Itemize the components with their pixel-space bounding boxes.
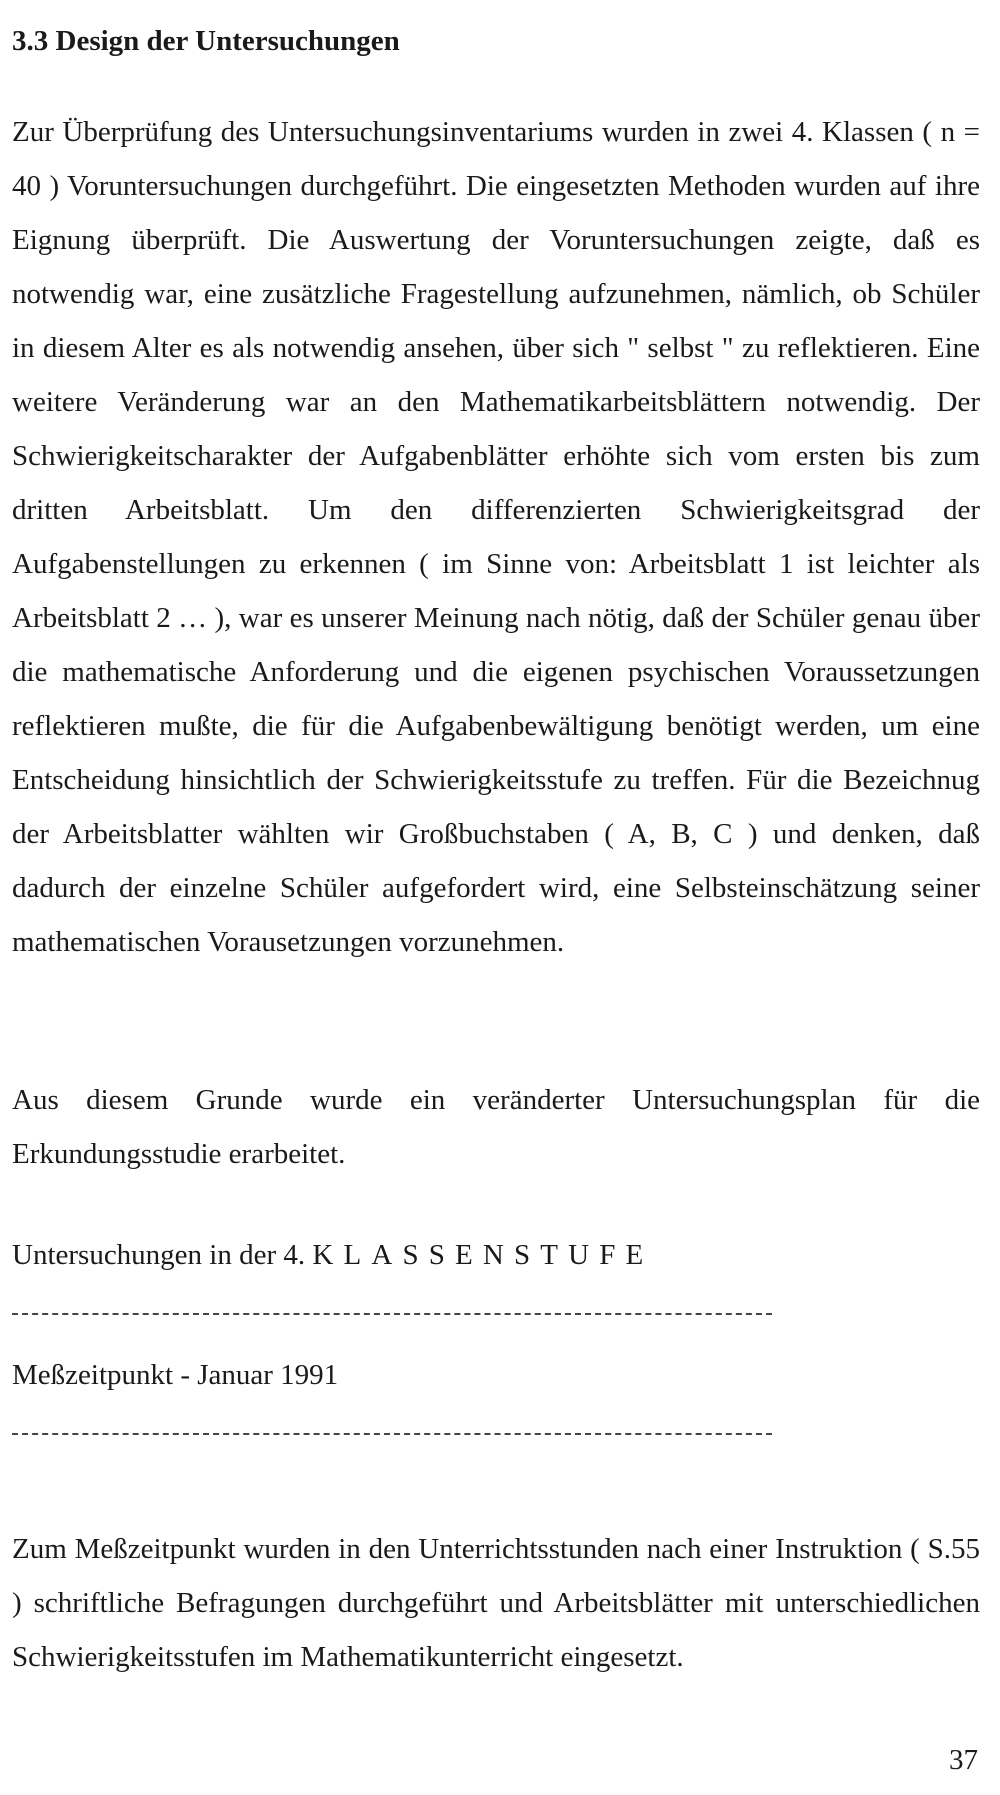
examination-prefix: Untersuchungen in der 4. [12, 1239, 306, 1271]
measurement-paragraph: Zum Meßzeitpunkt wurden in den Unterrichtsstunden nach einer Instruktion ( S.55 ) schriftliche Befragungen durchgeführt und Arbeitsblätter mit unterschiedlichen Schwierigkeitsstufen im Mathematikunterricht eingesetzt. [12, 1533, 980, 1673]
dashed-divider-bottom [12, 1433, 772, 1435]
examination-title [12, 1235, 653, 1275]
dashed-divider-top [12, 1313, 772, 1315]
examination-level: KLASSENSTUFE [312, 1239, 654, 1271]
reason-paragraph: Aus diesem Grunde wurde ein veränderter Untersuchungsplan für die Erkundungsstudie erarbeitet. [12, 1084, 980, 1170]
measurement-time-point: Meßzeitpunkt - Januar 1991 [12, 1359, 339, 1391]
page-number: 37 [949, 1744, 978, 1776]
section-heading: 3.3 Design der Untersuchungen [12, 25, 400, 58]
intro-paragraph: Zur Überprüfung des Untersuchungsinventariums wurden in zwei 4. Klassen ( n = 40 ) Voruntersuchungen durchgeführt. Die eingesetzten Methoden wurden auf ihre Eignung überprüft. Die Auswertung der Voruntersuchungen zeigte, daß es notwendig war, eine zusätzliche Fragestellung aufzunehmen, nämlich, ob Schüler in diesem Alter es als notwendig ansehen, über sich " selbst " zu reflektieren. Eine weitere Veränderung war an den Mathematikarbeitsblättern notwendig. Der Schwierigkeitscharakter der Aufgabenblätter erhöhte sich vom ersten bis zum dritten Arbeitsblatt. Um den differenzierten Schwierigkeitsgrad der Aufgabenstellungen zu erkennen ( im Sinne von: Arbeitsblatt 1 ist leichter als Arbeitsblatt 2 … ), war es unserer Meinung nach nötig, daß der Schüler genau über die mathematische Anforderung und die eigenen psychischen Voraussetzungen reflektieren mußte, die für die Aufgabenbewältigung benötigt werden, um eine Entscheidung hinsichtlich der Schwierigkeitsstufe zu treffen. Für die Bezeichnug der Arbeitsblatter wählten wir Großbuchstaben ( A, B, C ) und denken, daß dadurch der einzelne Schüler aufgefordert wird, eine Selbsteinschätzung seiner mathematischen Vorausetzungen vorzunehmen. [12, 116, 980, 958]
